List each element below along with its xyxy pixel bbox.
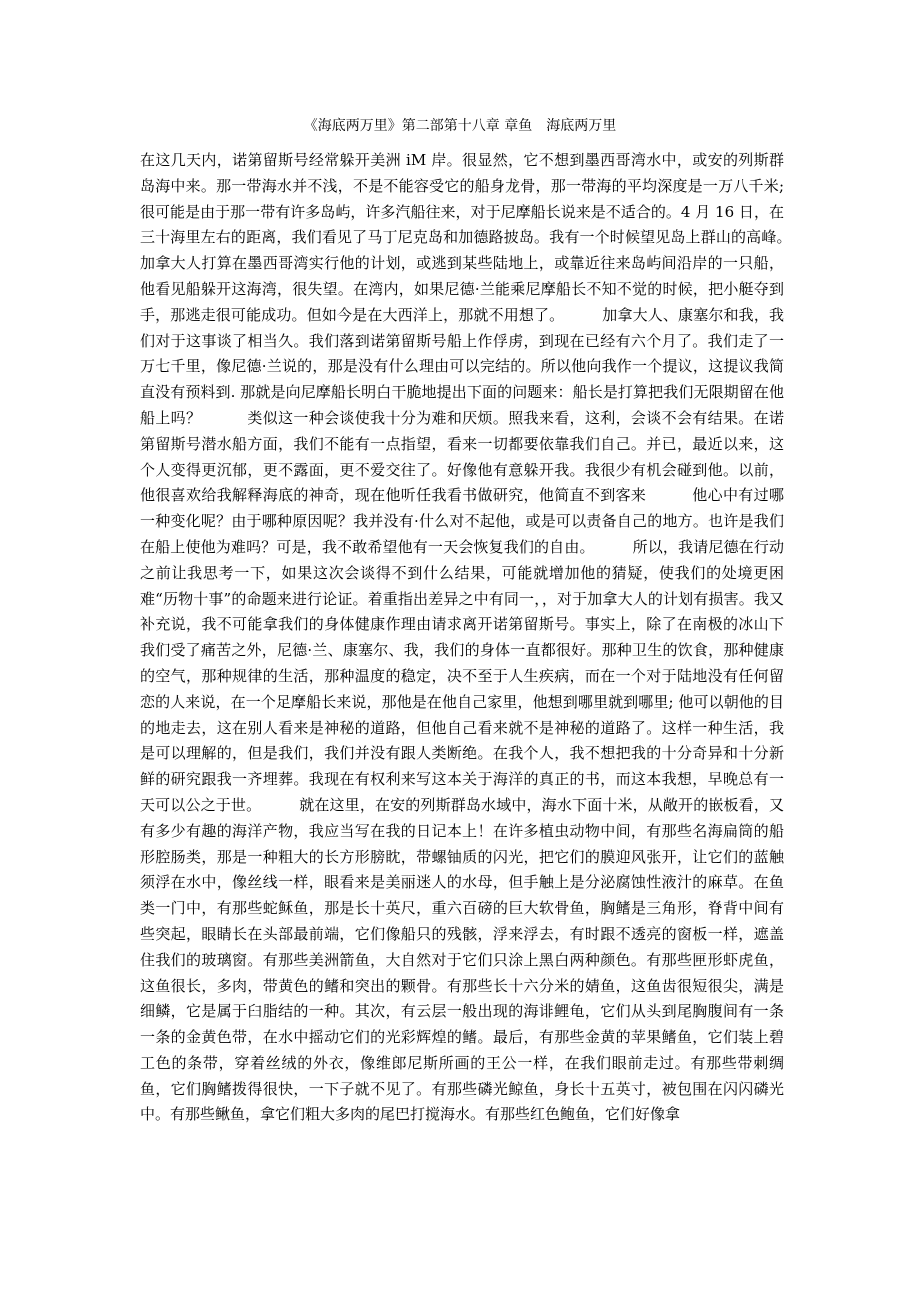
document-title: 《海底两万里》第二部第十八章 章鱼 海底两万里 [303,118,617,134]
document-body-text: 在这几天内，诺第留斯号经常躲开美洲 iM 岸。很显然，它不想到墨西哥湾水中，或安的列斯群岛海中来。那一带海水并不浅，不是不能容受它的船身龙骨，那一带海的平均深度是一万八千米; 很可能是由于那一带有许多岛屿，许多汽船往来，对于尼摩船长说来是不适合的。4 月 16 日，在三十海里左右的距离，我们看见了马丁尼克岛和加德路披岛。我有一个时候望见岛上群山的高峰。 加拿大人打算在墨西哥湾实行他的计划，或逃到某些陆地上，或靠近往来岛屿间沿岸的一只船，他看见船躲开这海湾，很失望。在湾内，如果尼德·兰能乘尼摩船长不知不觉的时候，把小艇夺到手，那逃走很可能成功。但如今是在大西洋上，那就不用想了。 加拿大人、康塞尔和我，我们对于这事谈了相当久。我们落到诺第留斯号船上作俘虏，到现在已经有六个月了。我们走了一万七千里，像尼德·兰说的，那是没有什么理由可以完结的。所以他向我作一个提议，这提议我简直没有预料到. 那就是向尼摩船长明白干脆地提出下面的问题来：船长是打算把我们无限期留在他船上吗？ 类似这一种会谈使我十分为难和厌烦。照我来看，这利，会谈不会有结果。在诺第留斯号潜水船方面，我们不能有一点指望，看来一切都要依靠我们自己。并已，最近以来，这个人变得更沉郁，更不露面，更不爱交往了。好像他有意躲开我。我很少有机会碰到他。以前，他很喜欢给我解释海底的神奇，现在他听任我看书做研究，他简直不到客来 他心中有过哪一种变化呢？由于哪种原因呢？我并没有·什么对不起他，或是可以责备自己的地方。也许是我们在船上使他为难吗？可是，我不敢希望他有一天会恢复我们的自由。 所以，我请尼德在行动之前让我思考一下，如果这次会谈得不到什么结果，可能就增加他的猜疑，使我们的处境更困难“历物十事”的命题来进行论证。着重指出差异之中有同一，，对于加拿大人的计划有损害。我又补充说，我不可能拿我们的身体健康作理由请求离开诺第留斯号。事实上，除了在南极的冰山下我们受了痛苦之外，尼德·兰、康塞尔、我，我们的身体一直都很好。那种卫生的饮食，那种健康的空气，那种规律的生活，那种温度的稳定，决不至于人生疾病，而在一个对于陆地没有任何留恋的人来说，在一个足摩船长来说，那他是在他自己家里，他想到哪里就到哪里; 他可以朝他的目的地走去，这在别人看来是神秘的道路，但他自己看来就不是神秘的道路了。这样一种生活，我是可以理解的，但是我们，我们并没有跟人类断绝。在我个人，我不想把我的十分奇异和十分新鲜的研究跟我一齐埋葬。我现在有权利来写这本关于海洋的真正的书，而这本我想，早晚总有一天可以公之于世。 就在这里，在安的列斯群岛水域中，海水下面十米，从敞开的嵌板看，又有多少有趣的海洋产物，我应当写在我的日记本上！在许多植虫动物中间，有那些名海扁筒的船形腔肠类，那是一种粗大的长方形膀眈，带螺铀质的闪光，把它们的膜迎风张开，让它们的蓝触须浮在水中，像丝线一样，眼看来是美丽迷人的水母，但手触上是分泌腐蚀性液汁的麻草。在鱼类一门中，有那些蛇稣鱼，那是长十英尺，重六百磅的巨大软骨鱼，胸鳍是三角形，脊背中间有些突起，眼睛长在头部最前端，它们像船只的残骸，浮来浮去，有时跟不透亮的窗板一样，遮盖住我们的玻璃窗。有那些美洲箭鱼，大自然对于它们只涂上黑白两种颜色。有那些匣形虾虎鱼，这鱼很长，多肉，带黄色的鳍和突出的颗骨。有那些长十六分米的婧鱼，这鱼齿很短很尖，满是细鳞，它是属于臼脂结的一种。其次，有云层一般出现的海诽鲤龟，它们从头到尾胸腹间有一条一条的金黄色带，在水中摇动它们的光彩辉煌的鳍。最后，有那些金黄的苹果鳍鱼，它们装上碧工色的条带，穿着丝绒的外衣，像维郎尼斯所画的王公一样，在我们眼前走过。有那些带刺绸鱼，它们胸鳍拨得很快，一下子就不见了。有那些磷光鲸鱼，身长十五英寸，被包围在闪闪磷光中。有那些鳅鱼，拿它们粗大多肉的尾巴打搅海水。有那些红色鲍鱼，它们好像拿 [140,151,830,1124]
